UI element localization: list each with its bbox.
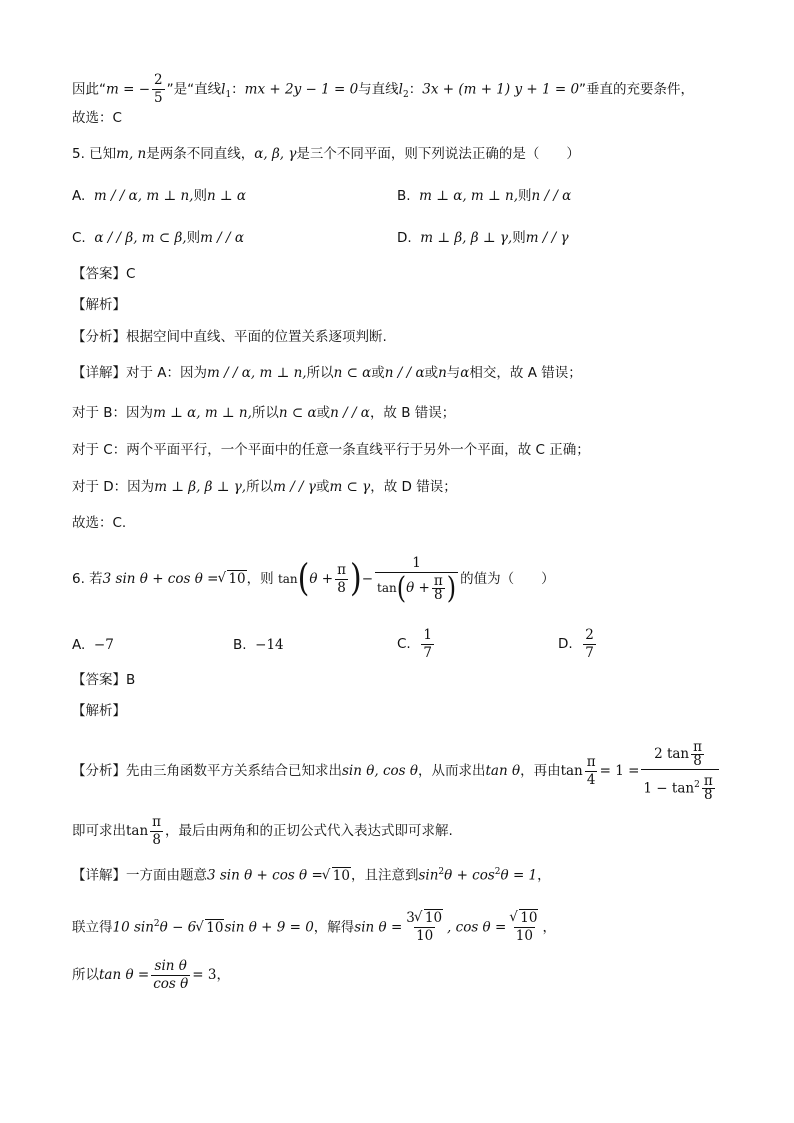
q6-jiexi: 【解析】 — [72, 703, 126, 719]
numerator: π — [703, 773, 713, 790]
math: 10 sin — [112, 919, 154, 936]
q5-detail-d — [72, 477, 457, 497]
math: m / / α, m ⊥ n, — [207, 365, 307, 381]
math: n ⊂ α — [333, 365, 372, 381]
text: ，故 B 错误； — [369, 405, 456, 421]
option-label: C. — [72, 230, 86, 246]
tan-label: tan — [277, 572, 298, 586]
text: ： — [408, 81, 423, 98]
sqrt-10 — [196, 908, 224, 948]
text: ，则 — [246, 571, 274, 587]
denominator: 8 — [433, 586, 443, 603]
option-value: −14 — [255, 637, 284, 653]
math: n / / α — [384, 365, 425, 381]
superscript: 2 — [153, 919, 160, 929]
math-equation-l1: mx + 2y − 1 = 0 — [244, 81, 359, 98]
fraction-numerator: 2 — [154, 72, 163, 88]
option-label: A. — [72, 188, 86, 204]
text: 或 — [371, 365, 385, 381]
text: ，故 D 错误； — [370, 479, 457, 495]
math: = 3 — [192, 967, 217, 983]
math: = 1 = — [599, 763, 640, 779]
denominator: 8 — [703, 787, 713, 804]
math: m / / α — [200, 230, 244, 246]
q6-detail-2 — [72, 904, 556, 948]
math: m ⊂ γ — [329, 479, 371, 495]
q5-detail-a — [72, 363, 582, 383]
text: ”垂直的充要条件， — [579, 81, 695, 98]
option-label: B. — [397, 188, 411, 204]
superscript: 2 — [438, 867, 445, 877]
q5-detail-c: 对于 C：两个平面平行，一个平面中的任意一条直线平行于另外一个平面，故 C 正确； — [72, 442, 590, 458]
text: 是三个不同平面，则下列说法正确的是（ ） — [296, 146, 580, 162]
numerator — [404, 910, 445, 927]
denominator: 8 — [152, 831, 161, 848]
text: 所以 — [72, 967, 99, 983]
fraction-two-fifths — [152, 72, 165, 107]
q5-option-a — [72, 186, 246, 206]
radicand: 10 — [332, 867, 350, 884]
math-alpha-beta-gamma: α, β, γ — [254, 146, 297, 162]
q5-detail-b — [72, 403, 455, 423]
math: α / / β, m ⊂ β, — [94, 230, 187, 246]
text: 则 — [518, 188, 532, 204]
superscript: 2 — [694, 779, 700, 790]
radicand: 10 — [424, 910, 443, 926]
text: 联立得 — [72, 919, 113, 936]
option-label: C. — [397, 636, 411, 652]
text: 对于 D：因为 — [72, 479, 155, 495]
q6-option-d — [558, 624, 598, 664]
text: 则 — [193, 188, 207, 204]
math: α — [460, 365, 470, 381]
denominator: cos θ — [153, 975, 189, 992]
fraction-sin-value — [404, 910, 445, 945]
text: 所以 — [306, 365, 334, 381]
fraction-1-7 — [421, 627, 434, 662]
text: 所以 — [251, 405, 279, 421]
fraction-reciprocal-tan — [375, 555, 458, 604]
text: 则 — [512, 230, 526, 246]
q6-answer: 【答案】B — [72, 672, 136, 688]
sqrt-10 — [510, 910, 538, 927]
text: 5. 已知 — [72, 146, 117, 162]
q5-choose: 故选：C. — [72, 515, 127, 531]
text: 2 tan — [654, 745, 690, 762]
math: n ⊥ α — [206, 188, 247, 204]
text: 或 — [316, 405, 331, 421]
math: m / / α, m ⊥ n, — [93, 188, 194, 204]
math: θ = 1 — [500, 867, 538, 884]
q5-jiexi: 【解析】 — [72, 297, 126, 313]
math: 3 sin θ + cos θ = — [102, 571, 219, 587]
sqrt-10 — [415, 910, 443, 927]
math: sin θ, cos θ — [342, 763, 418, 779]
fraction-denominator: 5 — [154, 90, 163, 106]
fraction-pi-4 — [585, 754, 598, 789]
q5-stem — [72, 144, 580, 164]
numerator: π — [693, 738, 703, 755]
text: ， — [537, 867, 551, 884]
math: n / / α — [531, 188, 572, 204]
math: m / / γ — [525, 230, 569, 246]
text: 对于 A：因为 — [126, 365, 208, 381]
q5-option-c — [72, 228, 244, 248]
text: ： — [231, 81, 245, 98]
denominator: 10 — [416, 928, 434, 944]
math: n ⊂ α — [278, 405, 317, 421]
text: 因此“ — [72, 81, 106, 98]
numerator: π — [433, 572, 443, 589]
numerator: 1 — [423, 626, 432, 643]
text: 则 — [186, 230, 201, 246]
q6-detail-3 — [72, 955, 230, 995]
text: 所以 — [246, 479, 274, 495]
fraction-cos-value — [508, 910, 540, 945]
math: tan θ = — [99, 967, 150, 983]
radicand: 10 — [520, 910, 538, 926]
text: 是两条不同直线， — [146, 146, 255, 162]
math: sin θ = — [354, 919, 403, 936]
denominator: 8 — [337, 579, 346, 596]
text: ，再由 — [520, 763, 561, 779]
prev-answer: 故选：C — [72, 110, 122, 126]
numerator: 2 — [585, 626, 594, 643]
denominator — [641, 769, 718, 804]
math: n / / α — [330, 405, 370, 421]
paren-open: ( — [297, 556, 310, 601]
math: sin — [418, 867, 439, 884]
text: 的值为（ ） — [460, 571, 555, 587]
denominator: 4 — [586, 771, 596, 788]
text: 即可求出 — [72, 823, 126, 839]
text: 1 − tan — [643, 780, 695, 797]
math: θ + cos — [444, 867, 495, 884]
text: 与直线 — [358, 81, 399, 98]
math: θ − 6 — [159, 919, 197, 936]
numerator: π — [152, 813, 162, 830]
math: sin θ + 9 = 0 — [224, 919, 314, 936]
text: 与 — [446, 365, 461, 381]
math: θ + — [406, 579, 430, 596]
text: 6. 若 — [72, 571, 103, 587]
q6-fenxi — [72, 738, 721, 806]
q6-option-b — [233, 632, 284, 658]
text: ， — [216, 967, 230, 983]
option-label: A. — [72, 637, 86, 653]
text: 相交，故 A 错误； — [469, 365, 582, 381]
fraction-pi-8 — [150, 814, 163, 849]
tan-label: tan — [126, 823, 149, 839]
tan-label: tan — [377, 580, 397, 595]
fraction-pi-8 — [432, 572, 445, 603]
text: 3 — [406, 910, 415, 926]
math: , cos θ = — [447, 919, 507, 936]
q5-fenxi: 【分析】根据空间中直线、平面的位置关系逐项判断. — [72, 329, 387, 345]
paren-close: ) — [446, 570, 457, 606]
radicand: 10 — [228, 571, 246, 587]
denominator: 10 — [515, 928, 533, 944]
prev-conclusion-line — [72, 72, 694, 108]
text: ，从而求出 — [417, 763, 486, 779]
math: n — [438, 365, 447, 381]
q6-fenxi-cont — [72, 813, 453, 849]
text: ，且注意到 — [350, 867, 419, 884]
math: tan θ — [485, 763, 521, 779]
fraction-pi-8 — [691, 738, 704, 769]
q6-detail-1 — [72, 862, 551, 886]
denominator — [375, 572, 458, 604]
text: ”是“直线 — [166, 81, 222, 98]
q5-answer: 【答案】C — [72, 266, 136, 282]
math: m ⊥ β, β ⊥ γ, — [420, 230, 513, 246]
sqrt-10 — [218, 551, 246, 607]
math: m / / γ — [273, 479, 316, 495]
superscript: 2 — [494, 867, 501, 877]
fraction-sin-over-cos — [151, 958, 190, 993]
radicand: 10 — [206, 919, 224, 936]
sqrt-10 — [323, 866, 351, 886]
fraction-pi-8 — [702, 775, 715, 802]
text: 或 — [315, 479, 330, 495]
paren-close: ) — [349, 556, 362, 601]
paren-open: ( — [396, 570, 407, 606]
text: ，最后由两角和的正切公式代入表达式即可求解. — [165, 823, 453, 839]
fraction-pi-8 — [335, 562, 348, 597]
q6-stem — [72, 551, 555, 611]
q6-option-c — [397, 624, 436, 664]
numerator — [508, 910, 540, 927]
fraction-tan-double-angle — [641, 739, 718, 804]
math: m ⊥ α, m ⊥ n, — [153, 405, 252, 421]
subscript: 1 — [225, 90, 232, 101]
numerator — [652, 739, 708, 769]
denominator: 8 — [693, 752, 702, 769]
denominator: 7 — [585, 644, 594, 661]
text: 或 — [424, 365, 439, 381]
text: 【分析】先由三角函数平方关系结合已知求出 — [72, 763, 342, 779]
minus: − — [361, 571, 374, 587]
numerator: 1 — [412, 554, 421, 571]
denominator: 7 — [423, 644, 432, 661]
numerator: π — [586, 753, 596, 770]
numerator: sin θ — [154, 957, 187, 974]
math: m ⊥ β, β ⊥ γ, — [154, 479, 247, 495]
math-equation-l2: 3x + (m + 1) y + 1 = 0 — [422, 81, 580, 98]
math-line-l2: l — [398, 81, 403, 98]
text: ，解得 — [313, 919, 355, 936]
tan-label: tan — [560, 763, 583, 779]
q6-option-a — [72, 632, 114, 658]
tag: 【详解】 — [72, 365, 126, 381]
math-m-equals: m = − — [106, 81, 151, 98]
math: 3 sin θ + cos θ = — [207, 867, 323, 884]
option-value: −7 — [93, 637, 114, 653]
option-label: D. — [558, 636, 573, 652]
q5-option-d — [397, 228, 569, 248]
math: θ + — [309, 571, 334, 587]
math-mn: m, n — [116, 146, 147, 162]
numerator: π — [337, 561, 346, 578]
option-label: B. — [233, 637, 247, 653]
fraction-2-7 — [583, 627, 596, 662]
text: 【详解】一方面由题意 — [72, 867, 207, 884]
text: 对于 B：因为 — [72, 405, 154, 421]
text: ， — [542, 919, 556, 936]
math-line-l1: l — [221, 81, 226, 98]
math: m ⊥ α, m ⊥ n, — [419, 188, 519, 204]
q5-option-b — [397, 186, 571, 206]
option-label: D. — [397, 230, 412, 246]
subscript: 2 — [403, 90, 409, 101]
